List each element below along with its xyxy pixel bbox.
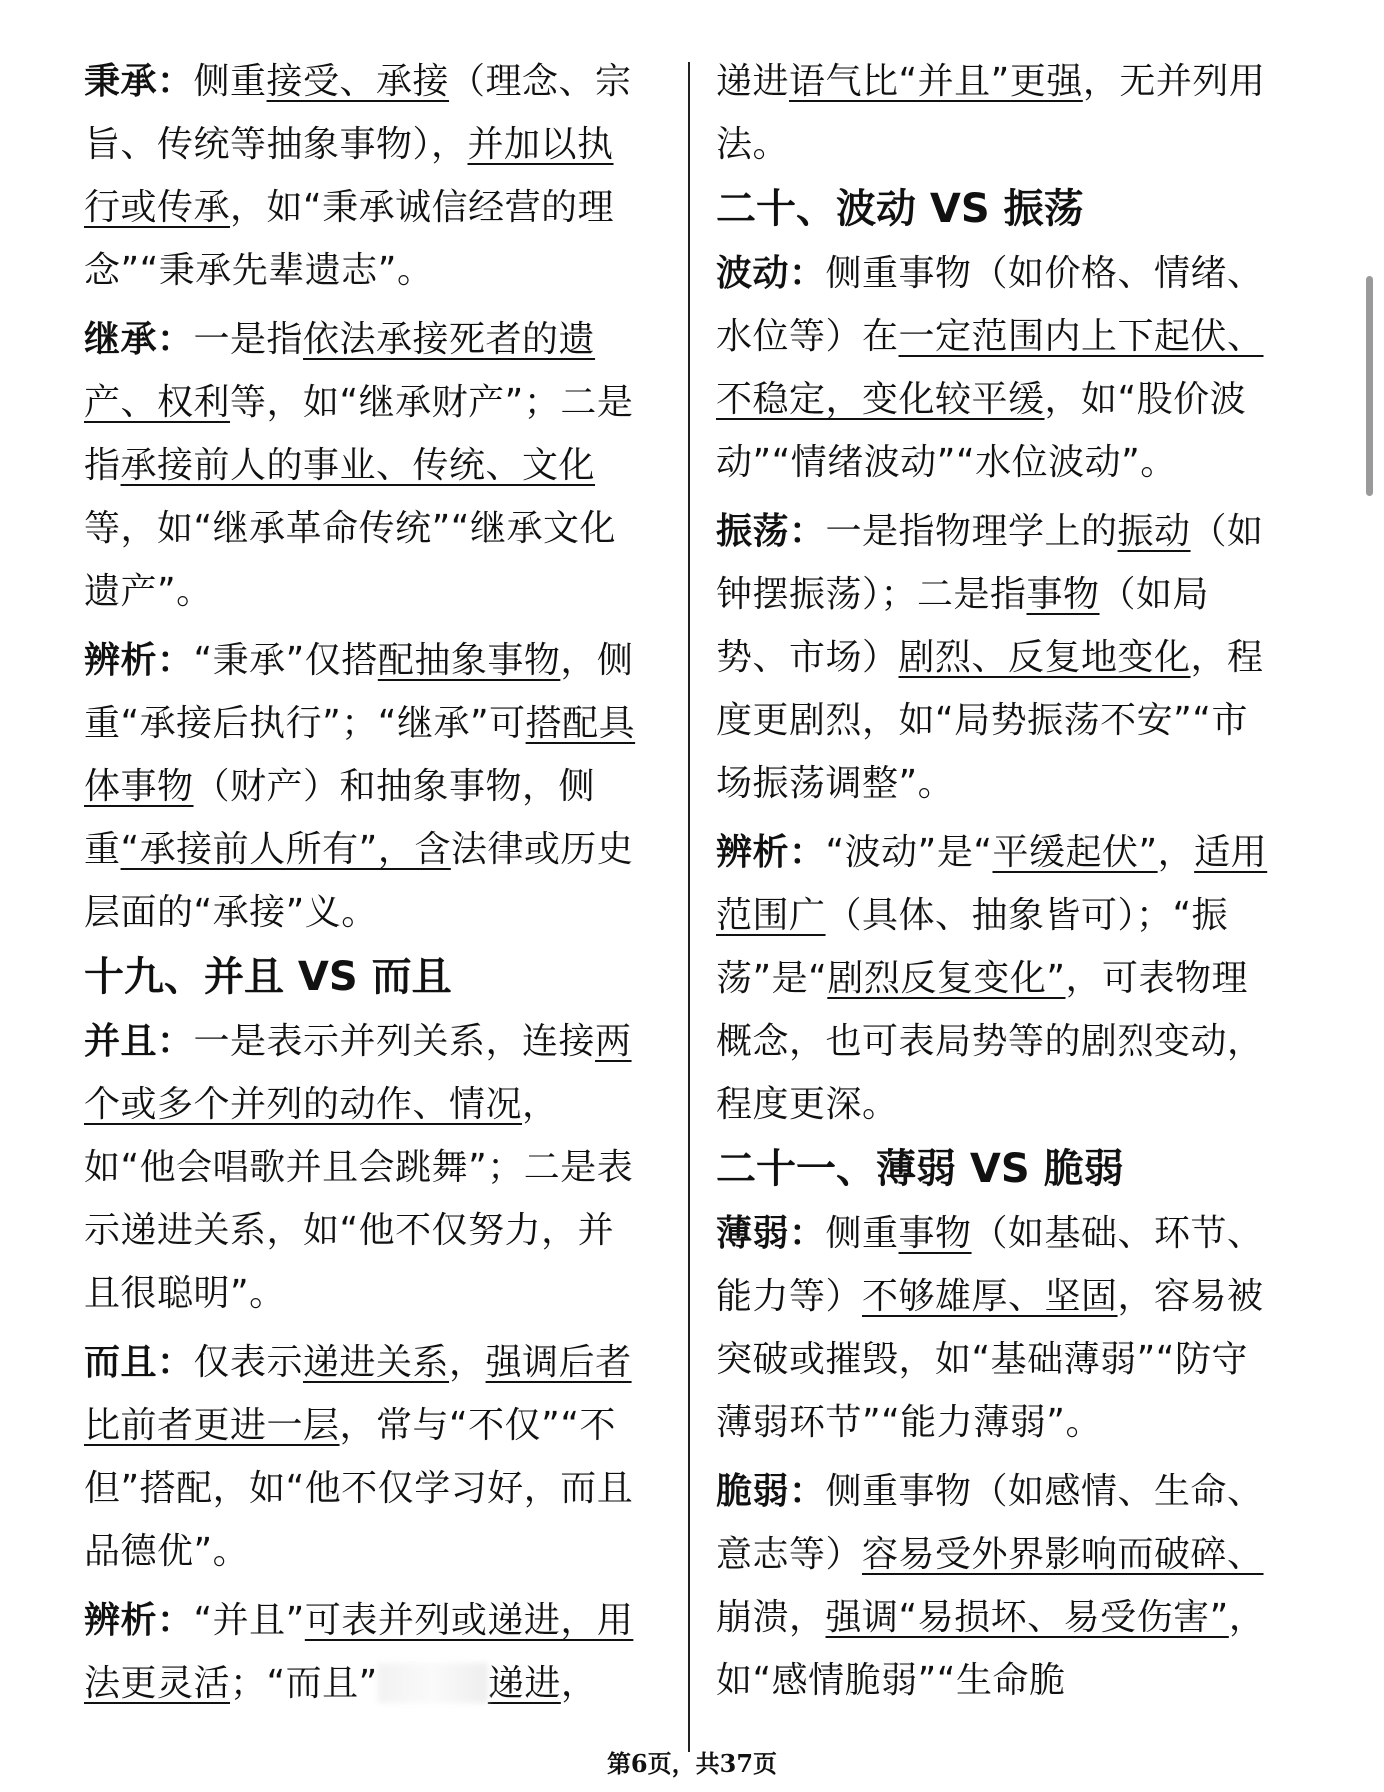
section-heading-20: 二十、波动 VS 振荡 bbox=[716, 186, 1084, 232]
term-label: 辨析： bbox=[84, 1600, 194, 1641]
paragraph-bianxi-2: 辨析：“并且”可表并列或递进，用法更灵活；“而且” 递进， bbox=[84, 1600, 634, 1704]
paragraph-bodong: 波动：侧重事物（如价格、情绪、水位等）在一定范围内上下起伏、不稳定，变化较平缓，如“股价波动”“情绪波动”“水位波动”。 bbox=[716, 253, 1264, 483]
underlined-text: 平缓起伏” bbox=[992, 832, 1158, 873]
term-label: 辨析： bbox=[84, 640, 194, 681]
underlined-text: 可表并列或递进，用法更灵活 bbox=[84, 1600, 634, 1704]
term-label: 振荡： bbox=[716, 511, 826, 552]
column-divider bbox=[688, 62, 690, 1752]
paragraph-erqie: 而且：仅表示递进关系，强调后者比前者更进一层，常与“不仅”“不但”搭配，如“他不仅学习好，而且品德优”。 bbox=[84, 1342, 634, 1572]
underlined-text: 并加以执行或传承 bbox=[84, 124, 614, 228]
underlined-text: 事物 bbox=[898, 1213, 972, 1254]
paragraph-bianxi-1: 辨析：“秉承”仅搭配抽象事物，侧重“承接后执行”；“继承”可搭配具体事物（财产）和抽象事物，侧重“承接前人所有”，含法律或历史层面的“承接”义。 bbox=[84, 640, 636, 933]
term-label: 并且： bbox=[84, 1021, 194, 1062]
underlined-text: 递进关系 bbox=[303, 1342, 450, 1383]
section-heading-21: 二十一、薄弱 VS 脆弱 bbox=[716, 1146, 1124, 1192]
underlined-text: 事物 bbox=[1026, 574, 1100, 615]
page-number: 第6页，共37页 bbox=[606, 1749, 778, 1778]
paragraph-continued: 递进语气比“并且”更强，无并列用法。 bbox=[716, 61, 1266, 165]
term-label: 秉承： bbox=[84, 61, 194, 102]
underlined-text: 一定范围内上下起伏、不稳定，变化较平缓 bbox=[716, 316, 1264, 420]
term-label: 薄弱： bbox=[716, 1213, 826, 1254]
paragraph-zhendang: 振荡：一是指物理学上的振动（如钟摆振荡）；二是指事物（如局势、市场）剧烈、反复地变化，程度更剧烈，如“局势振荡不安”“市场振荡调整”。 bbox=[716, 511, 1264, 804]
underlined-text: 强调后者比前者更进一层 bbox=[84, 1342, 632, 1446]
underlined-text: 语气比“并且”更强 bbox=[789, 61, 1083, 102]
underlined-text: 接受、承接 bbox=[266, 61, 450, 102]
underlined-text: 适用范围广 bbox=[716, 832, 1268, 936]
term-label: 辨析： bbox=[716, 832, 826, 873]
paragraph-bingqie: 并且：一是表示并列关系，连接两个或多个并列的动作、情况，如“他会唱歌并且会跳舞”；二是表示递进关系，如“他不仅努力，并且很聪明”。 bbox=[84, 1021, 634, 1314]
paragraph-bianxi-3: 辨析：“波动”是“平缓起伏”，适用范围广（具体、抽象皆可）；“振荡”是“剧烈反复变化”，可表物理概念，也可表局势等的剧烈变动，程度更深。 bbox=[716, 832, 1268, 1125]
underlined-text: 承接前人的事业、传统、文化 bbox=[120, 445, 596, 486]
term-label: 继承： bbox=[84, 319, 194, 360]
right-column bbox=[716, 50, 1276, 1712]
underlined-text: 剧烈反复变化” bbox=[827, 958, 1066, 999]
paragraph-cuiruo: 脆弱：侧重事物（如感情、生命、意志等）容易受外界影响而破碎、崩溃，强调“易损坏、易受伤害”，如“感情脆弱”“生命脆 bbox=[716, 1471, 1266, 1701]
scrollbar-thumb[interactable] bbox=[1366, 276, 1373, 496]
underlined-text: 搭配具体事物 bbox=[84, 703, 636, 807]
left-column bbox=[84, 50, 644, 1715]
underlined-text: 递进 bbox=[487, 1663, 561, 1704]
underlined-text: 配抽象事物 bbox=[377, 640, 561, 681]
paragraph-bingcheng: 秉承：侧重接受、承接（理念、宗旨、传统等抽象事物），并加以执行或传承，如“秉承诚信经营的理念”“秉承先辈遗志”。 bbox=[84, 61, 632, 291]
underlined-text: 两个或多个并列的动作、情况 bbox=[84, 1021, 632, 1125]
paragraph-jicheng: 继承：一是指依法承接死者的遗产、权利等，如“继承财产”；二是指承接前人的事业、传统、文化等，如“继承革命传统”“继承文化遗产”。 bbox=[84, 319, 634, 612]
term-label: 脆弱： bbox=[716, 1471, 826, 1512]
underlined-text: “承接前人所有”，含 bbox=[120, 829, 451, 870]
paragraph-boruo: 薄弱：侧重事物（如基础、环节、能力等）不够雄厚、坚固，容易被突破或摧毁，如“基础薄弱”“防守薄弱环节”“能力薄弱”。 bbox=[716, 1213, 1264, 1443]
underlined-text: 强调“易损坏、易受伤害” bbox=[825, 1597, 1229, 1638]
underlined-text: 不够雄厚、坚固 bbox=[862, 1276, 1118, 1317]
underlined-text: 容易受外界影响而破碎、 bbox=[862, 1534, 1264, 1575]
underlined-text: 振动 bbox=[1117, 511, 1191, 552]
underlined-text: 剧烈、反复地变化 bbox=[898, 637, 1191, 678]
term-label: 而且： bbox=[84, 1342, 194, 1383]
underlined-text: 依法承接死者的遗产、权利 bbox=[84, 319, 596, 423]
blurred-watermark bbox=[378, 1663, 488, 1703]
term-label: 波动： bbox=[716, 253, 826, 294]
section-heading-19: 十九、并且 VS 而且 bbox=[84, 954, 452, 1000]
